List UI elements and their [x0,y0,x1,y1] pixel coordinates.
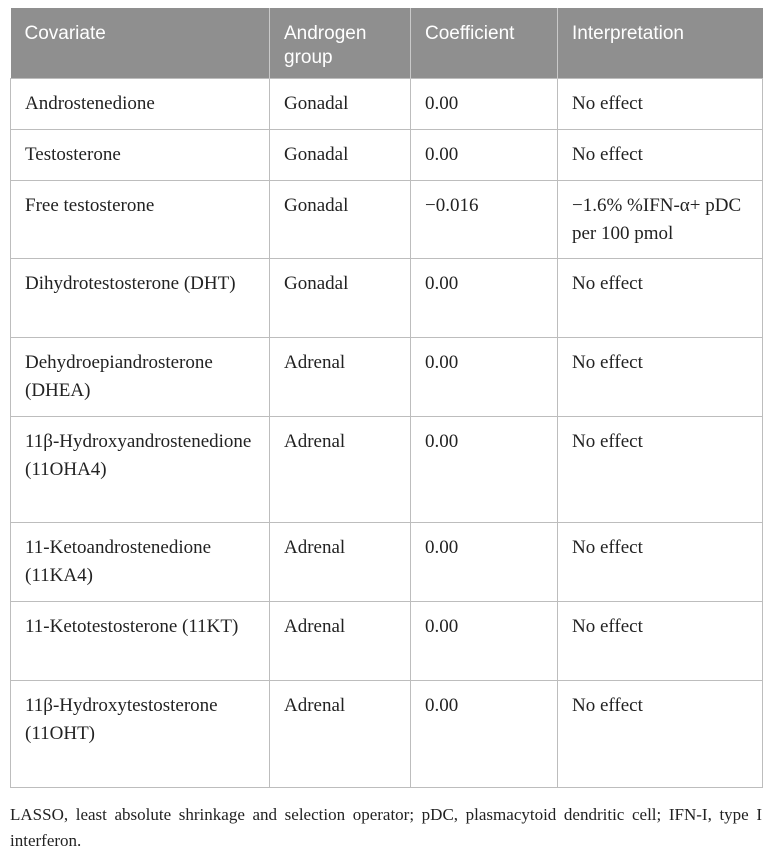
header-covariate: Covariate [11,8,270,79]
table-row [11,681,763,788]
cell-interpretation: No effect [558,417,763,523]
table-row [11,602,763,681]
table-row [11,79,763,130]
table-row [11,523,763,602]
cell-androgen-group: Gonadal [270,130,411,181]
cell-coefficient: 0.00 [411,602,558,681]
cell-androgen-group: Adrenal [270,602,411,681]
table-footnote: LASSO, least absolute shrinkage and selection operator; pDC, plasmacytoid dendritic cell; IFN-I, type I interferon. [10,805,762,850]
table-body [11,79,763,788]
header-androgen-group: Androgen group [270,8,411,79]
cell-androgen-group: Adrenal [270,338,411,417]
cell-covariate: 11β-Hydroxyandrostenedione (11OHA4) [11,417,270,523]
cell-interpretation: No effect [558,602,763,681]
cell-androgen-group: Adrenal [270,417,411,523]
cell-androgen-group: Gonadal [270,259,411,338]
cell-interpretation: No effect [558,259,763,338]
cell-coefficient: −0.016 [411,181,558,259]
table-row [11,181,763,259]
cell-interpretation: No effect [558,79,763,130]
cell-covariate: Androstenedione [11,79,270,130]
cell-androgen-group: Adrenal [270,681,411,788]
cell-androgen-group: Adrenal [270,523,411,602]
cell-coefficient: 0.00 [411,681,558,788]
cell-coefficient: 0.00 [411,130,558,181]
cell-androgen-group: Gonadal [270,181,411,259]
table-row [11,130,763,181]
cell-covariate: Dehydroepiandrosterone (DHEA) [11,338,270,417]
cell-covariate: Testosterone [11,130,270,181]
cell-covariate: 11-Ketoandrostenedione (11KA4) [11,523,270,602]
header-interpretation: Interpretation [558,8,763,79]
cell-covariate: Free testosterone [11,181,270,259]
cell-covariate: 11β-Hydroxytestosterone (11OHT) [11,681,270,788]
cell-androgen-group: Gonadal [270,79,411,130]
table-row [11,259,763,338]
cell-interpretation: No effect [558,130,763,181]
table-row [11,338,763,417]
table-row [11,417,763,523]
cell-coefficient: 0.00 [411,417,558,523]
header-coefficient: Coefficient [411,8,558,79]
cell-covariate: 11-Ketotestosterone (11KT) [11,602,270,681]
cell-covariate: Dihydrotestosterone (DHT) [11,259,270,338]
results-table-container [10,8,762,788]
table-header [11,8,763,79]
cell-coefficient: 0.00 [411,79,558,130]
cell-coefficient: 0.00 [411,523,558,602]
cell-interpretation: No effect [558,338,763,417]
header-row [11,8,763,79]
cell-interpretation: No effect [558,523,763,602]
cell-interpretation: No effect [558,681,763,788]
cell-interpretation: −1.6% %IFN-α+ pDC per 100 pmol [558,181,763,259]
cell-coefficient: 0.00 [411,259,558,338]
results-table [10,8,763,788]
cell-coefficient: 0.00 [411,338,558,417]
